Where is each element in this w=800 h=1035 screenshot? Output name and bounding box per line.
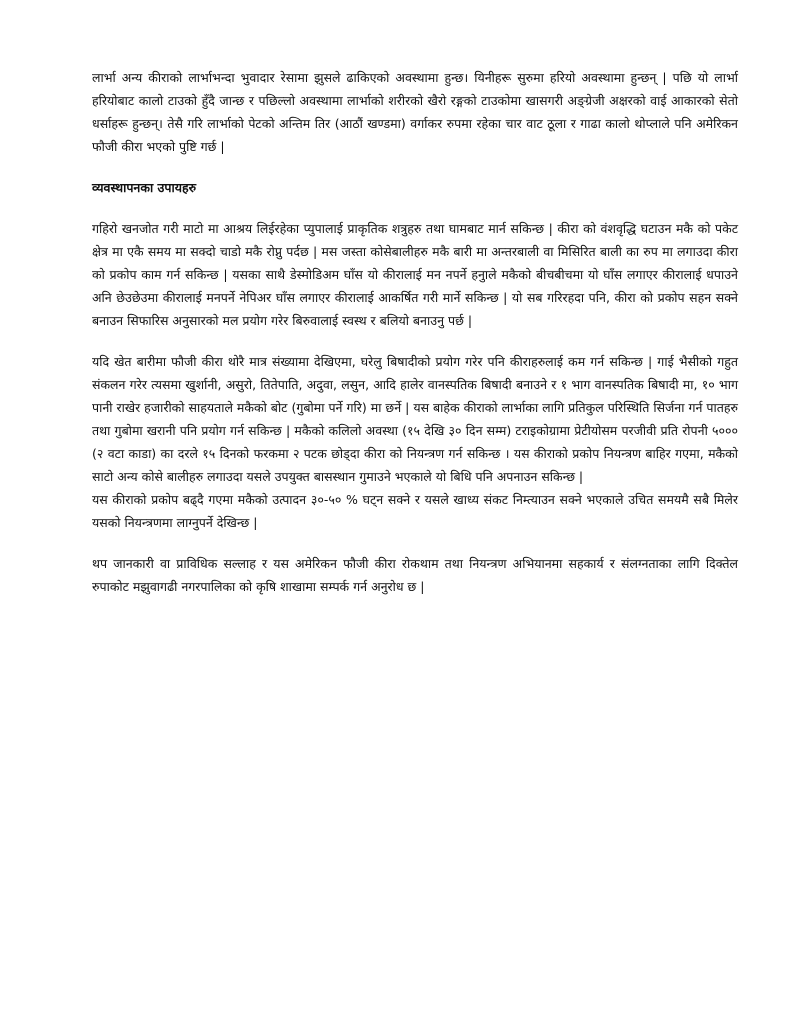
spacer: [92, 534, 738, 552]
section-heading-management: व्यवस्थापनका उपायहरु: [92, 180, 197, 195]
paragraph-larva-description: लार्भा अन्य कीराको लार्भाभन्दा भुवादार रेसामा झुसले ढाकिएको अवस्थामा हुन्छ। यिनीहरू सुरुमा हरियो अवस्थामा हुन्छन् | पछि यो लार्भा हरियोबाट कालो टाउको हुँदै जान्छ र पछिल्लो अवस्थामा लार्भाको शरीरको खैरो रङ्गको टाउकोमा खासगरी अङ्ग्रेजी अक्षरको वाई आकारको सेतो धर्साहरू हुन्छन्। तेसै गरि लार्भाको पेटको अन्तिम तिर (आठौं खण्डमा) वर्गाकर रुपमा रहेका चार वाट ठूला र गाढा कालो थोप्लाले पनि अमेरिकन फौजी कीरा भएको पुष्टि गर्छ |: [92, 70, 738, 154]
spacer: [92, 332, 738, 350]
document-page: [92, 66, 738, 598]
spacer: [92, 158, 738, 176]
paragraph-contact-info: थप जानकारी वा प्राविधिक सल्लाह र यस अमेरिकन फौजी कीरा रोकथाम तथा नियन्त्रण अभियानमा सहकार्य र संलग्नताका लागि दिक्तेल रुपाकोट मझुवागढी नगरपालिका को कृषि शाखामा सम्पर्क गर्न अनुरोध छ |: [92, 556, 738, 594]
paragraph-management-measures: गहिरो खनजोत गरी माटो मा आश्रय लिईरहेका प्युपालाई प्राकृतिक शत्रुहरु तथा घामबाट मार्न सकिन्छ | कीरा को वंशवृद्धि घटाउन मकै को पकेट क्षेत्र मा एकै समय मा सक्दो चाडो मकै रोप्नु पर्दछ | मस जस्ता कोसेबालीहरु मकै बारी मा अन्तरबाली वा मिसिरित बाली का रुप मा लगाउदा कीरा को प्रकोप काम गर्न सकिन्छ | यसका साथै डेस्मोडिअम घाँस यो कीरालाई मन नपर्ने हनुाले मकैको बीचबीचमा यो घाँस लगाएर कीरालाई धपाउने अनि छेउछेउमा कीरालाई मनपर्ने नेपिअर घाँस लगाएर कीरालाई आकर्षित गरी मार्ने सकिन्छ | यो सब गरिरहदा पनि, कीरा को प्रकोप सहन सक्ने बनाउन सिफारिस अनुसारको मल प्रयोग गरेर बिरुवालाई स्वस्थ र बलियो बनाउनु पर्छ |: [92, 221, 738, 328]
paragraph-home-pesticide: यदि खेत बारीमा फौजी कीरा थोरै मात्र संख्यामा देखिएमा, घरेलु बिषादीको प्रयोग गरेर पनि कीराहरुलाई कम गर्न सकिन्छ | गाई भैसीको गहुत संकलन गरेर त्यसमा खुर्शानी, असुरो, तितेपाति, अदुवा, लसुन, आदि हालेर वानस्पतिक बिषादी बनाउने र १ भाग वानस्पतिक बिषादी मा, १० भाग पानी राखेर हजारीको साहयताले मकैको बोट (गुबोमा पर्ने गरि) मा छर्ने | यस बाहेक कीराको लार्भाका लागि प्रतिकुल परिस्थिति सिर्जना गर्न पातहरु तथा गुबोमा खरानी पनि प्रयोग गर्न सकिन्छ | मकैको कलिलो अवस्था (१५ देखि ३० दिन सम्म) टराइकोग्रामा प्रेटीयोसम परजीवी प्रति रोपनी ५००० (२ वटा काडा) का दरले १५ दिनको फरकमा २ पटक छोड्दा कीरा को नियन्त्रण गर्न सकिन्छ । यस कीराको प्रकोप नियन्त्रण बाहिर गएमा, मकैको साटो अन्य कोसे बालीहरु लगाउदा यसले उपयुक्त बासस्थान गुमाउने भएकाले यो बिधि पनि अपनाउन सकिन्छ |: [92, 354, 738, 484]
paragraph-production-loss: यस कीराको प्रकोप बढ्दै गएमा मकैको उत्पादन ३०-५० % घट्न सक्ने र यसले खाध्य संकट निम्त्याउन सक्ने भएकाले उचित समयमै सबै मिलेर यसको नियन्त्रणमा लाग्नुपर्ने देखिन्छ |: [92, 492, 738, 530]
spacer: [92, 199, 738, 217]
